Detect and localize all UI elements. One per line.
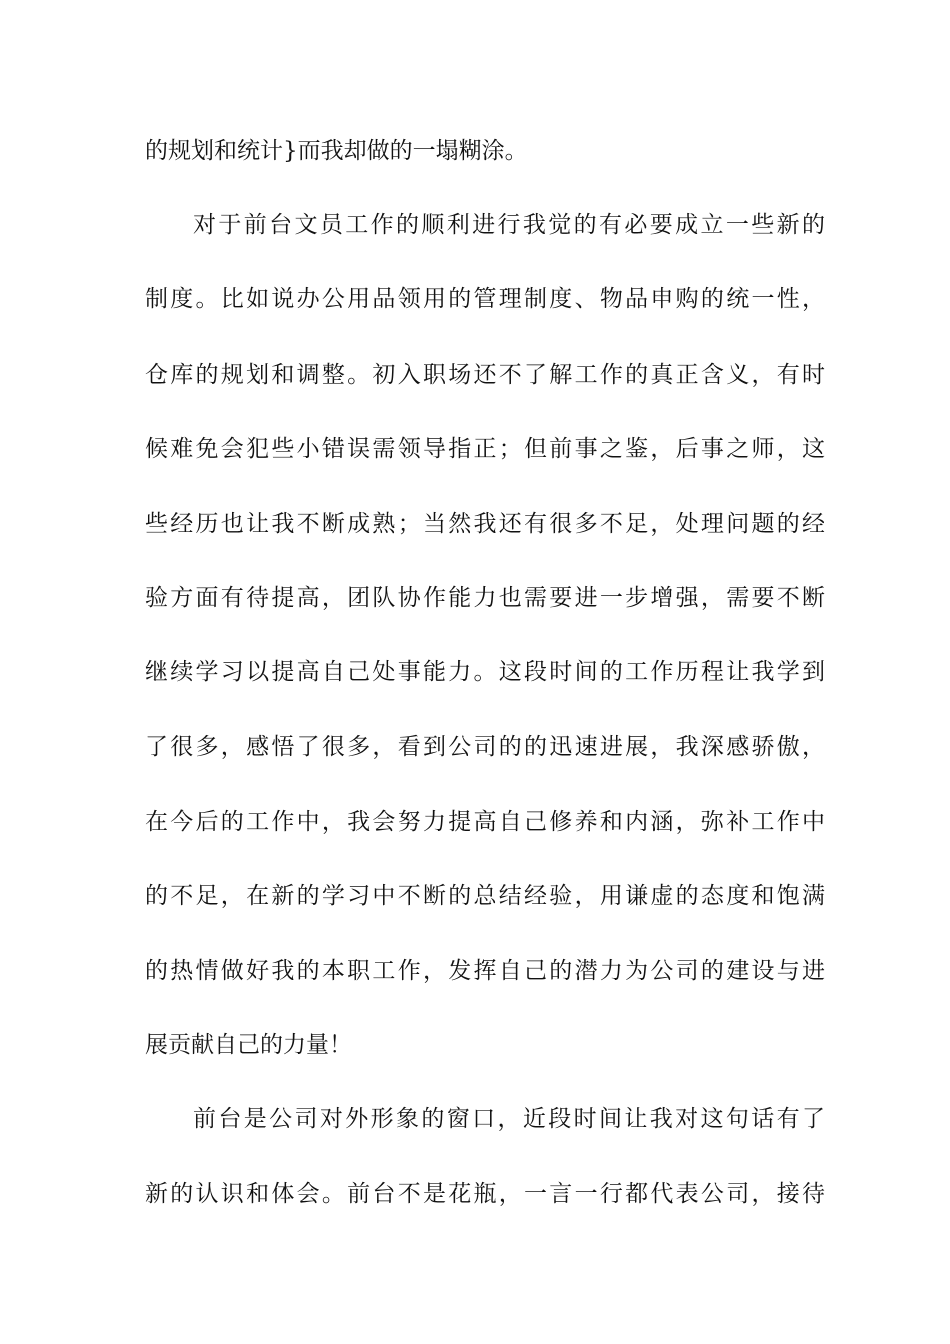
text-line: 展贡献自己的力量！ [145, 1032, 352, 1058]
text-line: 制度。比如说办公用品领用的管理制度、物品申购的统一性， [145, 286, 825, 312]
text-line: 继续学习以提高自己处事能力。这段时间的工作历程让我学到 [145, 659, 825, 685]
text-line: 些经历也让我不断成熟；当然我还有很多不足，处理问题的经 [145, 511, 825, 537]
text-line: 在今后的工作中，我会努力提高自己修养和内涵，弥补工作中 [145, 809, 825, 835]
text-line: 的不足，在新的学习中不断的总结经验，用谦虚的态度和饱满 [145, 883, 825, 909]
paragraph-first-line: 前台是公司对外形象的窗口，近段时间让我对这句话有了 [193, 1106, 825, 1132]
text-line: 候难免会犯些小错误需领导指正；但前事之鉴，后事之师，这 [145, 436, 825, 462]
paragraph-first-line: 对于前台文员工作的顺利进行我觉的有必要成立一些新的 [193, 212, 825, 238]
text-line: 了很多，感悟了很多，看到公司的的迅速进展，我深感骄傲， [145, 734, 825, 760]
text-line: 的热情做好我的本职工作，发挥自己的潜力为公司的建设与进 [145, 958, 825, 984]
text-line: 验方面有待提高，团队协作能力也需要进一步增强，需要不断 [145, 585, 825, 611]
text-line: 的规划和统计}而我却做的一塌糊涂。 [145, 138, 528, 164]
text-line: 新的认识和体会。前台不是花瓶，一言一行都代表公司，接待 [145, 1181, 825, 1207]
text-line: 仓库的规划和调整。初入职场还不了解工作的真正含义，有时 [145, 362, 825, 388]
